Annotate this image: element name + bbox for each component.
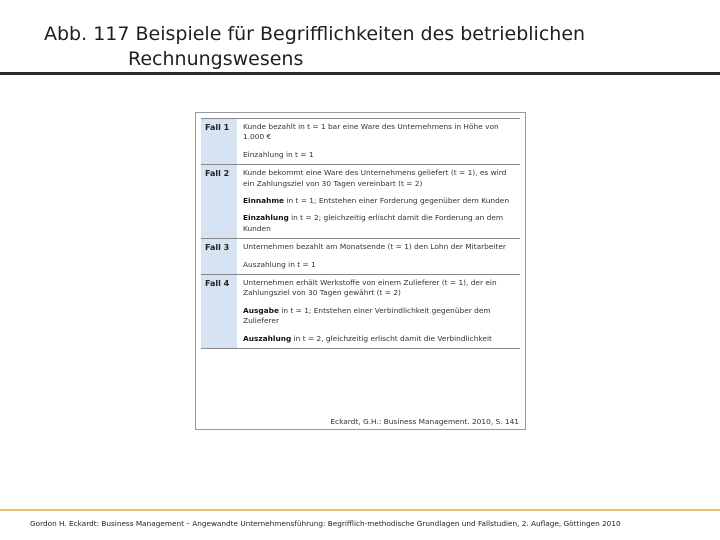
term-highlight: Einnahme bbox=[243, 196, 285, 206]
footer-citation: Gordon H. Eckardt: Business Management – Angewandte Unternehmensführung: Begrifflich-methodische Grundlagen und Fallstudien, 2. Auflage, Göttingen 2010 bbox=[30, 519, 621, 528]
paragraph-text: Kunde bezahlt in t = 1 bar eine Ware des Unternehmens in Höhe von 1.000 € bbox=[243, 122, 499, 142]
paragraph-text: in t = 2, gleichzeitig erlischt damit die Verbindlichkeit bbox=[291, 333, 492, 343]
paragraph-text: Auszahlung in t = 1 bbox=[243, 259, 316, 269]
paragraph-text: Unternehmen bezahlt am Monatsende (t = 1) den Lohn der Mitarbeiter bbox=[243, 242, 506, 252]
case-paragraph bbox=[243, 334, 516, 344]
term-highlight: Einzahlung bbox=[243, 213, 289, 223]
table-row bbox=[201, 165, 520, 239]
footer-divider bbox=[0, 509, 720, 511]
case-paragraph bbox=[243, 242, 516, 252]
table-row bbox=[201, 119, 520, 165]
paragraph-text: Einzahlung in t = 1 bbox=[243, 149, 314, 159]
case-label: Fall 4 bbox=[201, 275, 237, 348]
term-highlight: Ausgabe bbox=[243, 305, 279, 315]
case-label: Fall 3 bbox=[201, 239, 237, 274]
table-row bbox=[201, 239, 520, 275]
paragraph-text: in t = 1; Entstehen einer Forderung gegenüber dem Kunden bbox=[284, 196, 510, 206]
case-paragraph bbox=[243, 168, 516, 189]
title-divider bbox=[0, 72, 720, 75]
figure-frame bbox=[195, 112, 526, 430]
case-paragraph bbox=[243, 150, 516, 160]
case-description bbox=[237, 165, 520, 238]
cases-table bbox=[201, 118, 520, 349]
table-row bbox=[201, 275, 520, 349]
figure-source: Eckardt, G.H.: Business Management. 2010, S. 141 bbox=[330, 417, 519, 426]
case-label: Fall 1 bbox=[201, 119, 237, 164]
title-line-1: Abb. 117 Beispiele für Begrifflichkeiten des betrieblichen bbox=[44, 23, 586, 45]
term-highlight: Auszahlung bbox=[243, 333, 292, 343]
case-paragraph bbox=[243, 196, 516, 206]
case-description bbox=[237, 119, 520, 164]
paragraph-text: Unternehmen erhält Werkstoffe von einem Zulieferer (t = 1), der ein Zahlungsziel von 30 Tagen gewährt (t = 2) bbox=[243, 278, 497, 298]
slide-title bbox=[44, 22, 704, 72]
case-label: Fall 2 bbox=[201, 165, 237, 238]
case-paragraph bbox=[243, 278, 516, 299]
title-line-2: Rechnungswesens bbox=[128, 48, 304, 70]
paragraph-text: Kunde bekommt eine Ware des Unternehmens geliefert (t = 1), es wird ein Zahlungsziel von 30 Tagen vereinbart (t = 2) bbox=[243, 168, 507, 188]
case-paragraph bbox=[243, 213, 516, 234]
case-paragraph bbox=[243, 260, 516, 270]
case-paragraph bbox=[243, 306, 516, 327]
case-description bbox=[237, 275, 520, 348]
paragraph-text: in t = 1; Entstehen einer Verbindlichkeit gegenüber dem Zulieferer bbox=[243, 305, 491, 326]
paragraph-text: in t = 2; gleichzeitig erlischt damit die Forderung an dem Kunden bbox=[243, 213, 504, 233]
case-description bbox=[237, 239, 520, 274]
case-paragraph bbox=[243, 122, 516, 143]
